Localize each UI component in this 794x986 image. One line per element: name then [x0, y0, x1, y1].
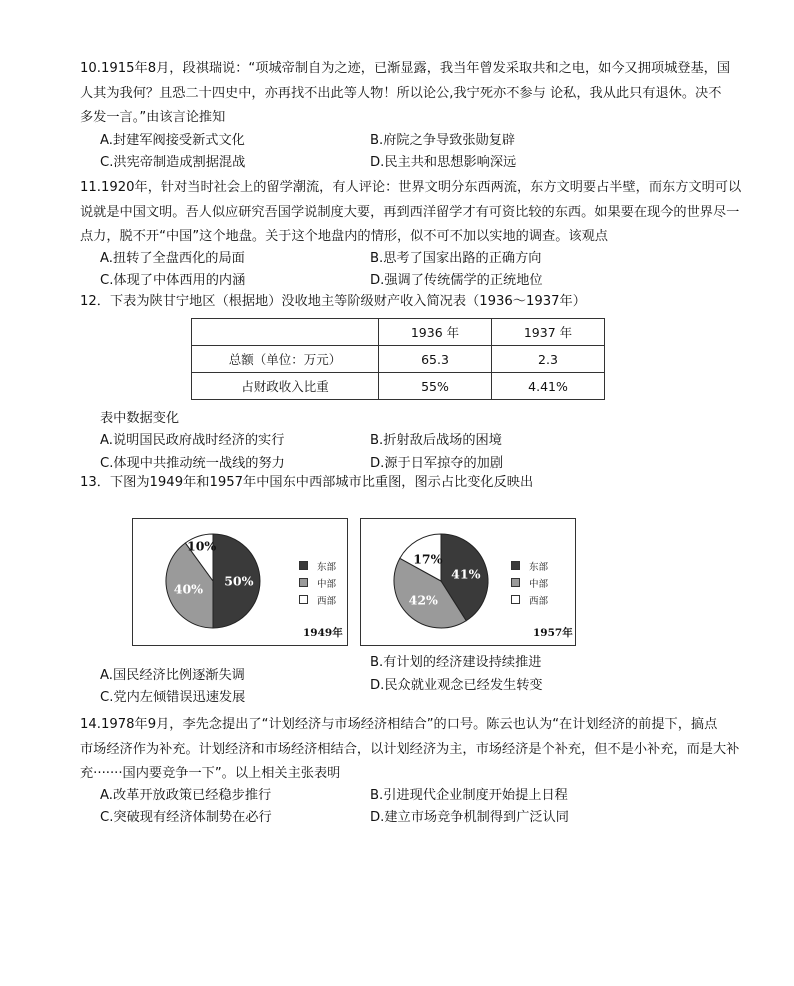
pie-label-central: 42%	[408, 592, 438, 608]
q14-option-a[interactable]: A.改革开放政策已经稳步推行	[100, 788, 272, 803]
legend-item-west	[299, 591, 336, 608]
q10-stem-line3: 多发一言。”由该言论推知	[80, 110, 226, 125]
q12-stem: 12．下表为陕甘宁地区（根据地）没收地主等阶级财产收入简况表（1936～1937年）	[80, 294, 586, 309]
legend-swatch-west	[511, 595, 520, 604]
q14-option-c[interactable]: C.突破现有经济体制势在必行	[100, 810, 272, 825]
legend-label: 中部	[317, 578, 337, 590]
q10-option-b[interactable]: B.府院之争导致张勋复辟	[370, 133, 516, 148]
pie-label-central: 40%	[173, 581, 204, 597]
table-header-row	[192, 319, 605, 346]
q14-stem-line1: 14.1978年9月，李先念提出了“计划经济与市场经济相结合”的口号。陈云也认为“在计划经济的前提下，搞点	[80, 717, 718, 732]
table-header-cell	[192, 319, 379, 346]
table-header-cell: 1936 年	[379, 319, 492, 346]
question-10	[80, 57, 731, 131]
q11-option-a[interactable]: A.扭转了全盘西化的局面	[100, 251, 245, 266]
q13-option-c[interactable]: C.党内左倾错误迅速发展	[100, 690, 246, 705]
legend-label: 西部	[529, 595, 549, 607]
q12-table	[191, 318, 605, 400]
q13-stem: 13．下图为1949年和1957年中国东中西部城市比重图，图示占比变化反映出	[80, 475, 534, 490]
q10-stem-line1: 10.1915年8月，段祺瑞说：“项城帝制自为之迹，已渐显露，我当年曾发采取共和之电，如今又拥项城登基，国	[80, 61, 731, 76]
pie-label-west: 10%	[187, 538, 217, 554]
q11-stem-line1: 11.1920年，针对当时社会上的留学潮流，有人评论：世界文明分东西两流，东方文明要占半壁，而东方文明可以	[80, 180, 742, 195]
q11-option-d[interactable]: D.强调了传统儒学的正统地位	[370, 273, 543, 288]
q14-stem-line3: 充·······国内要竞争一下”。以上相关主张表明	[80, 766, 341, 781]
table-cell: 2.3	[492, 346, 605, 373]
question-12	[80, 290, 720, 315]
q13-options	[100, 652, 720, 708]
legend-item-central	[299, 574, 336, 591]
q11-stem-line3: 点力，脱不开“中国”这个地盘。关于这个地盘内的情形，似不可不加以实地的调查。该观点	[80, 229, 608, 244]
pie-chart-1949	[132, 518, 348, 646]
q10-option-d[interactable]: D.民主共和思想影响深远	[370, 155, 517, 170]
q13-option-b[interactable]: B.有计划的经济建设持续推进	[370, 655, 542, 670]
legend-swatch-central	[511, 578, 520, 587]
q12-option-c[interactable]: C.体现中共推动统一战线的努力	[100, 456, 285, 471]
legend-label: 中部	[529, 578, 549, 590]
q10-stem-line2: 人其为我何？且恐二十四史中，亦再找不出此等人物！所以论公,我宁死亦不参与 论私，我从此只有退休。决不	[80, 85, 722, 101]
q12-options	[100, 408, 720, 476]
q10-options	[100, 130, 720, 176]
table-cell: 55%	[379, 373, 492, 400]
q11-option-b[interactable]: B.思考了国家出路的正确方向	[370, 251, 542, 266]
question-14	[80, 713, 740, 787]
q11-stem-line2: 说就是中国文明。吾人似应研究吾国学说制度大要，再到西洋留学才有可资比较的东西。如果要在现今的世界尽一	[80, 204, 740, 220]
table-header-cell: 1937 年	[492, 319, 605, 346]
legend-swatch-central	[299, 578, 308, 587]
legend-item-east	[299, 557, 336, 574]
pie-label-west: 17%	[413, 551, 443, 567]
pie-1957-legend	[511, 557, 548, 608]
table-cell: 总额（单位：万元）	[192, 346, 379, 373]
pie-label-east: 41%	[451, 566, 481, 582]
pie-1957-title: 1957年	[533, 627, 573, 639]
q13-option-d[interactable]: D.民众就业观念已经发生转变	[370, 678, 543, 693]
legend-swatch-east	[511, 561, 520, 570]
table-row	[192, 373, 605, 400]
q14-stem-line2: 市场经济作为补充。计划经济和市场经济相结合，以计划经济为主，市场经济是个补充，但不是小补充，而是大补	[80, 741, 740, 757]
table-cell: 占财政收入比重	[192, 373, 379, 400]
legend-item-west	[511, 591, 548, 608]
legend-item-central	[511, 574, 548, 591]
q12-option-a[interactable]: A.说明国民政府战时经济的实行	[100, 433, 285, 448]
q14-options	[100, 785, 720, 831]
pie-1949-title: 1949年	[303, 627, 343, 639]
table-cell: 4.41%	[492, 373, 605, 400]
pie-label-east: 50%	[224, 573, 254, 589]
pie-chart-1957	[360, 518, 576, 646]
table-cell: 65.3	[379, 346, 492, 373]
legend-label: 西部	[317, 595, 337, 607]
q11-option-c[interactable]: C.体现了中体西用的内涵	[100, 273, 246, 288]
question-11	[80, 176, 742, 250]
q14-option-d[interactable]: D.建立市场竞争机制得到广泛认同	[370, 810, 569, 825]
q13-option-a[interactable]: A.国民经济比例逐渐失调	[100, 668, 245, 683]
q10-option-c[interactable]: C.洪宪帝制造成割据混战	[100, 155, 246, 170]
q12-after-text: 表中数据变化	[100, 411, 180, 426]
legend-label: 东部	[317, 561, 337, 573]
legend-label: 东部	[529, 561, 549, 573]
pie-1949-legend	[299, 557, 336, 608]
legend-swatch-east	[299, 561, 308, 570]
q11-options	[100, 248, 720, 294]
legend-item-east	[511, 557, 548, 574]
q12-option-b[interactable]: B.折射敌后战场的困境	[370, 433, 502, 448]
question-13	[80, 471, 720, 496]
q10-option-a[interactable]: A.封建军阀接受新式文化	[100, 133, 245, 148]
legend-swatch-west	[299, 595, 308, 604]
q12-option-d[interactable]: D.源于日军掠夺的加剧	[370, 456, 504, 471]
table-row	[192, 346, 605, 373]
q14-option-b[interactable]: B.引进现代企业制度开始提上日程	[370, 788, 568, 803]
